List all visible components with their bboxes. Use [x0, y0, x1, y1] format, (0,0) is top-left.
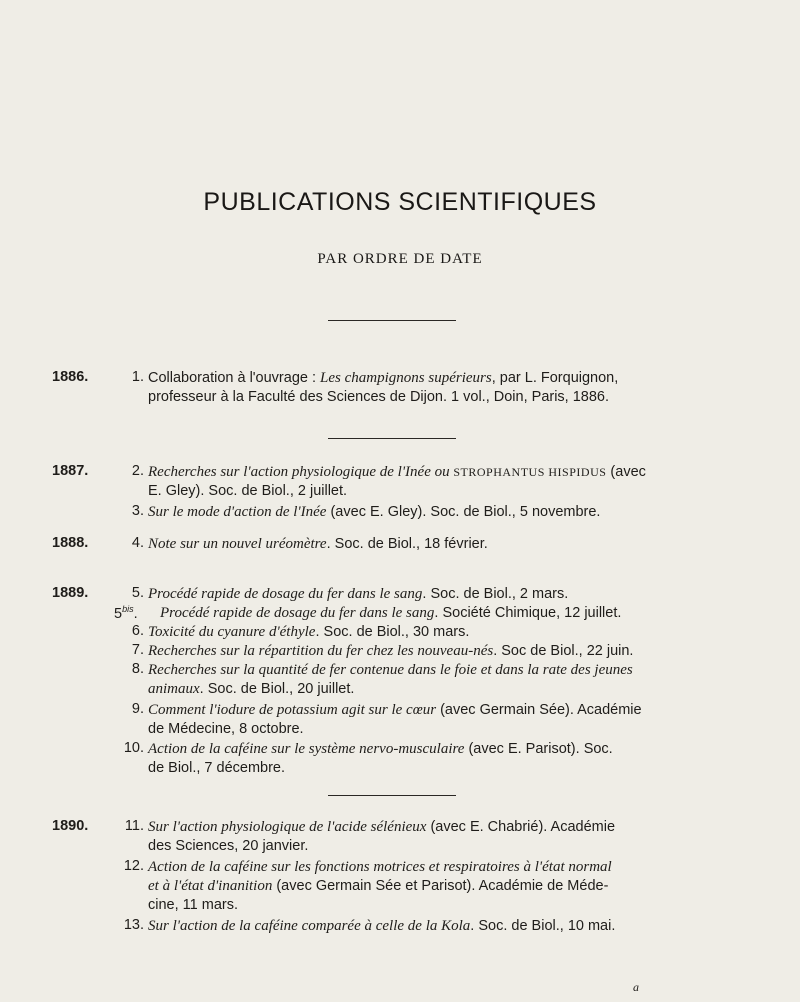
- entry-line: animaux. Soc. de Biol., 20 juillet.: [148, 681, 355, 697]
- title-divider: [328, 320, 456, 321]
- year-divider: [328, 795, 456, 796]
- entry-1: [131, 369, 728, 407]
- entry-line: des Sciences, 20 janvier.: [148, 838, 309, 854]
- year-label: 1889.: [52, 585, 89, 601]
- entry-number: 7.: [131, 642, 144, 658]
- entry-number: 9.: [131, 701, 144, 717]
- entry-number: 3.: [131, 503, 144, 519]
- entry-line: professeur à la Faculté des Sciences de Dijon. 1 vol., Doin, Paris, 1886.: [148, 389, 610, 405]
- entry-number: 1.: [131, 369, 144, 385]
- entry-6: [131, 623, 728, 642]
- entry-number: 13.: [123, 917, 144, 933]
- entry-line: Recherches sur la répartition du fer chez les nouveau-nés. Soc de Biol., 22 juin.: [148, 643, 634, 659]
- entry-8: [131, 661, 728, 699]
- entry-number: 12.: [123, 858, 144, 874]
- entry-number: 11.: [124, 818, 144, 834]
- entry-13: [123, 917, 728, 936]
- entry-12: [123, 858, 728, 915]
- entry-7: [131, 642, 728, 661]
- entry-number: 6.: [131, 623, 144, 639]
- entry-line: et à l'état d'inanition (avec Germain Sée et Parisot). Académie de Méde-: [148, 878, 609, 894]
- entry-4: [131, 535, 728, 554]
- year-divider: [328, 438, 456, 439]
- entry-line: Toxicité du cyanure d'éthyle. Soc. de Biol., 30 mars.: [148, 624, 470, 640]
- entry-line: Procédé rapide de dosage du fer dans le sang. Société Chimique, 12 juillet.: [160, 605, 622, 621]
- entry-number: 2.: [131, 463, 144, 479]
- entry-5: [131, 585, 728, 604]
- entry-line: Recherches sur la quantité de fer contenue dans le foie et dans la rate des jeunes: [148, 662, 633, 678]
- entry-3: [131, 503, 728, 522]
- page-subtitle: PAR ORDRE DE DATE: [317, 251, 483, 267]
- entry-number: $5^{bis}$.: [114, 604, 138, 622]
- entry-line: Sur l'action de la caféine comparée à celle de la Kola. Soc. de Biol., 10 mai.: [148, 918, 616, 934]
- page-signature-mark: a: [633, 980, 639, 994]
- page-title: PUBLICATIONS SCIENTIFIQUES: [203, 188, 597, 216]
- entry-11: [124, 818, 728, 856]
- entry-line: de Biol., 7 décembre.: [148, 760, 286, 776]
- year-label: 1886.: [52, 369, 89, 385]
- entry-2: [131, 463, 728, 501]
- entry-line: E. Gley). Soc. de Biol., 2 juillet.: [148, 483, 348, 499]
- entry-line: Sur l'action physiologique de l'acide sélénieux (avec E. Chabrié). Académie: [148, 819, 616, 835]
- year-label: 1890.: [52, 818, 89, 834]
- entry-line: Collaboration à l'ouvrage : Les champignons supérieurs, par L. Forquignon,: [148, 370, 619, 386]
- entry-5bis: [114, 604, 728, 623]
- entry-line: de Médecine, 8 octobre.: [148, 721, 304, 737]
- entry-number: 5.: [131, 585, 144, 601]
- entry-number: 10.: [123, 740, 144, 756]
- entry-line: Action de la caféine sur les fonctions motrices et respiratoires à l'état normal: [148, 859, 612, 875]
- entry-10: [123, 740, 728, 778]
- entry-number: 4.: [131, 535, 144, 551]
- year-label: 1887.: [52, 463, 89, 479]
- entry-line: Procédé rapide de dosage du fer dans le sang. Soc. de Biol., 2 mars.: [148, 586, 569, 602]
- entry-line: Note sur un nouvel uréomètre. Soc. de Biol., 18 février.: [148, 536, 488, 552]
- entry-line: cine, 11 mars.: [148, 897, 238, 913]
- entry-number: 8.: [131, 661, 144, 677]
- entry-line: Recherches sur l'action physiologique de l'Inée ou STROPHANTUS HISPIDUS (avec: [148, 464, 646, 480]
- entry-line: Sur le mode d'action de l'Inée (avec E. Gley). Soc. de Biol., 5 novembre.: [148, 504, 601, 520]
- entry-line: Action de la caféine sur le système nervo-musculaire (avec E. Parisot). Soc.: [148, 741, 613, 757]
- year-label: 1888.: [52, 535, 89, 551]
- entry-9: [131, 701, 728, 739]
- entry-line: Comment l'iodure de potassium agit sur le cœur (avec Germain Sée). Académie: [148, 702, 642, 718]
